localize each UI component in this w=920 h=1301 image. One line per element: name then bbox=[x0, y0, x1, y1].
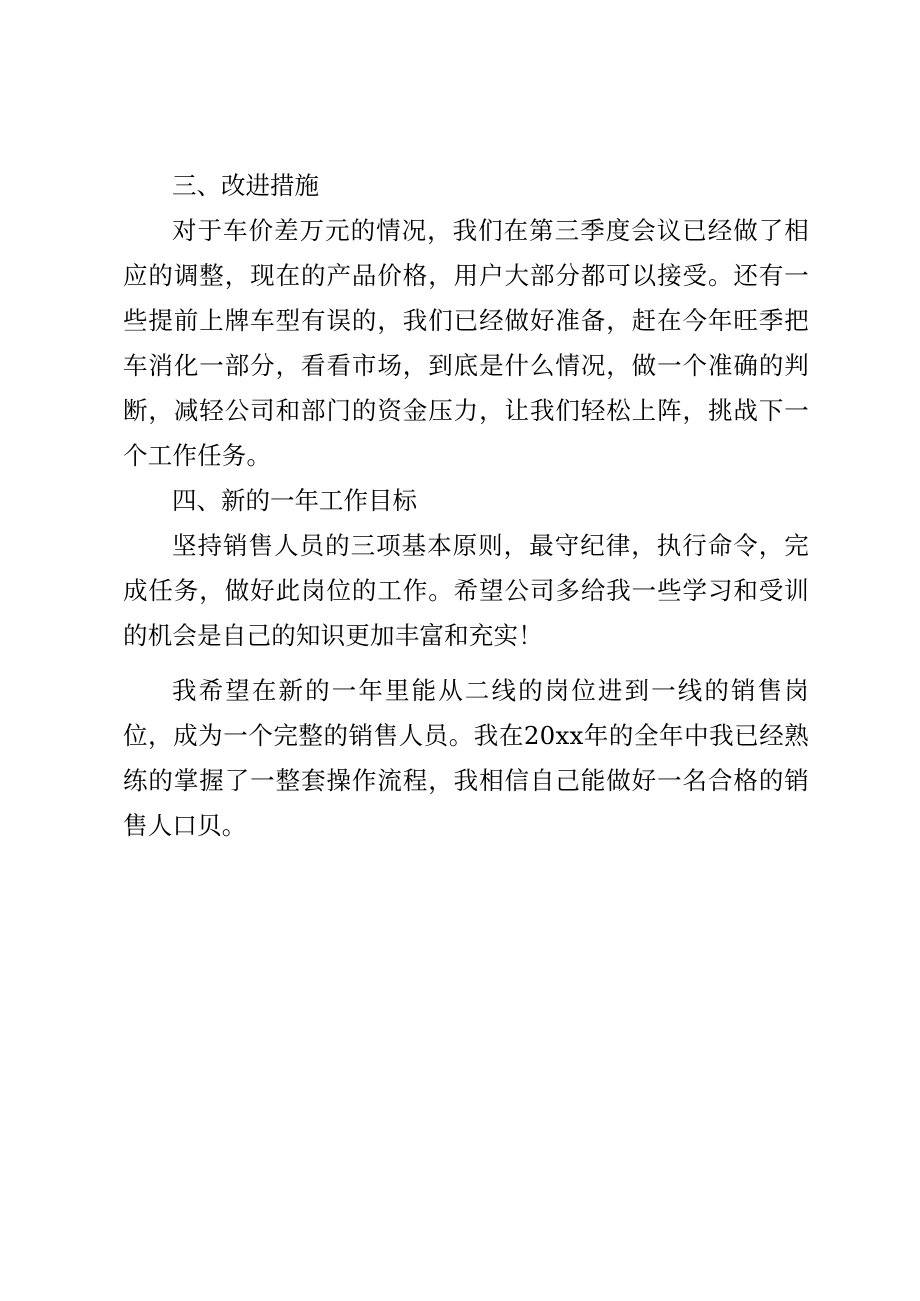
paragraph-sales-principles: 坚持销售人员的三项基本原则，最守纪律，执行命令，完成任务，做好此岗位的工作。希望公司多给我一些学习和受训的机会是自己的知识更加丰富和充实！ bbox=[123, 531, 809, 650]
section-heading-improvement-measures: 三、改进措施 bbox=[172, 171, 319, 200]
document-body bbox=[123, 163, 809, 848]
paragraph-improvement-measures: 对于车价差万元的情况，我们在第三季度会议已经做了相应的调整，现在的产品价格，用户大部分都可以接受。还有一些提前上牌车型有误的，我们已经做好准备，赶在今年旺季把车消化一部分，看看市场，到底是什么情况，做一个准确的判断，减轻公司和部门的资金压力，让我们轻松上阵，挑战下一个工作任务。 bbox=[123, 216, 809, 470]
paragraph-career-hope: 我希望在新的一年里能从二线的岗位进到一线的销售岗位，成为一个完整的销售人员。我在20xx年的全年中我已经熟练的掌握了一整套操作流程，我相信自己能做好一名合格的销售人口贝。 bbox=[123, 676, 809, 840]
section-heading-new-year-goals: 四、新的一年工作目标 bbox=[172, 486, 417, 515]
